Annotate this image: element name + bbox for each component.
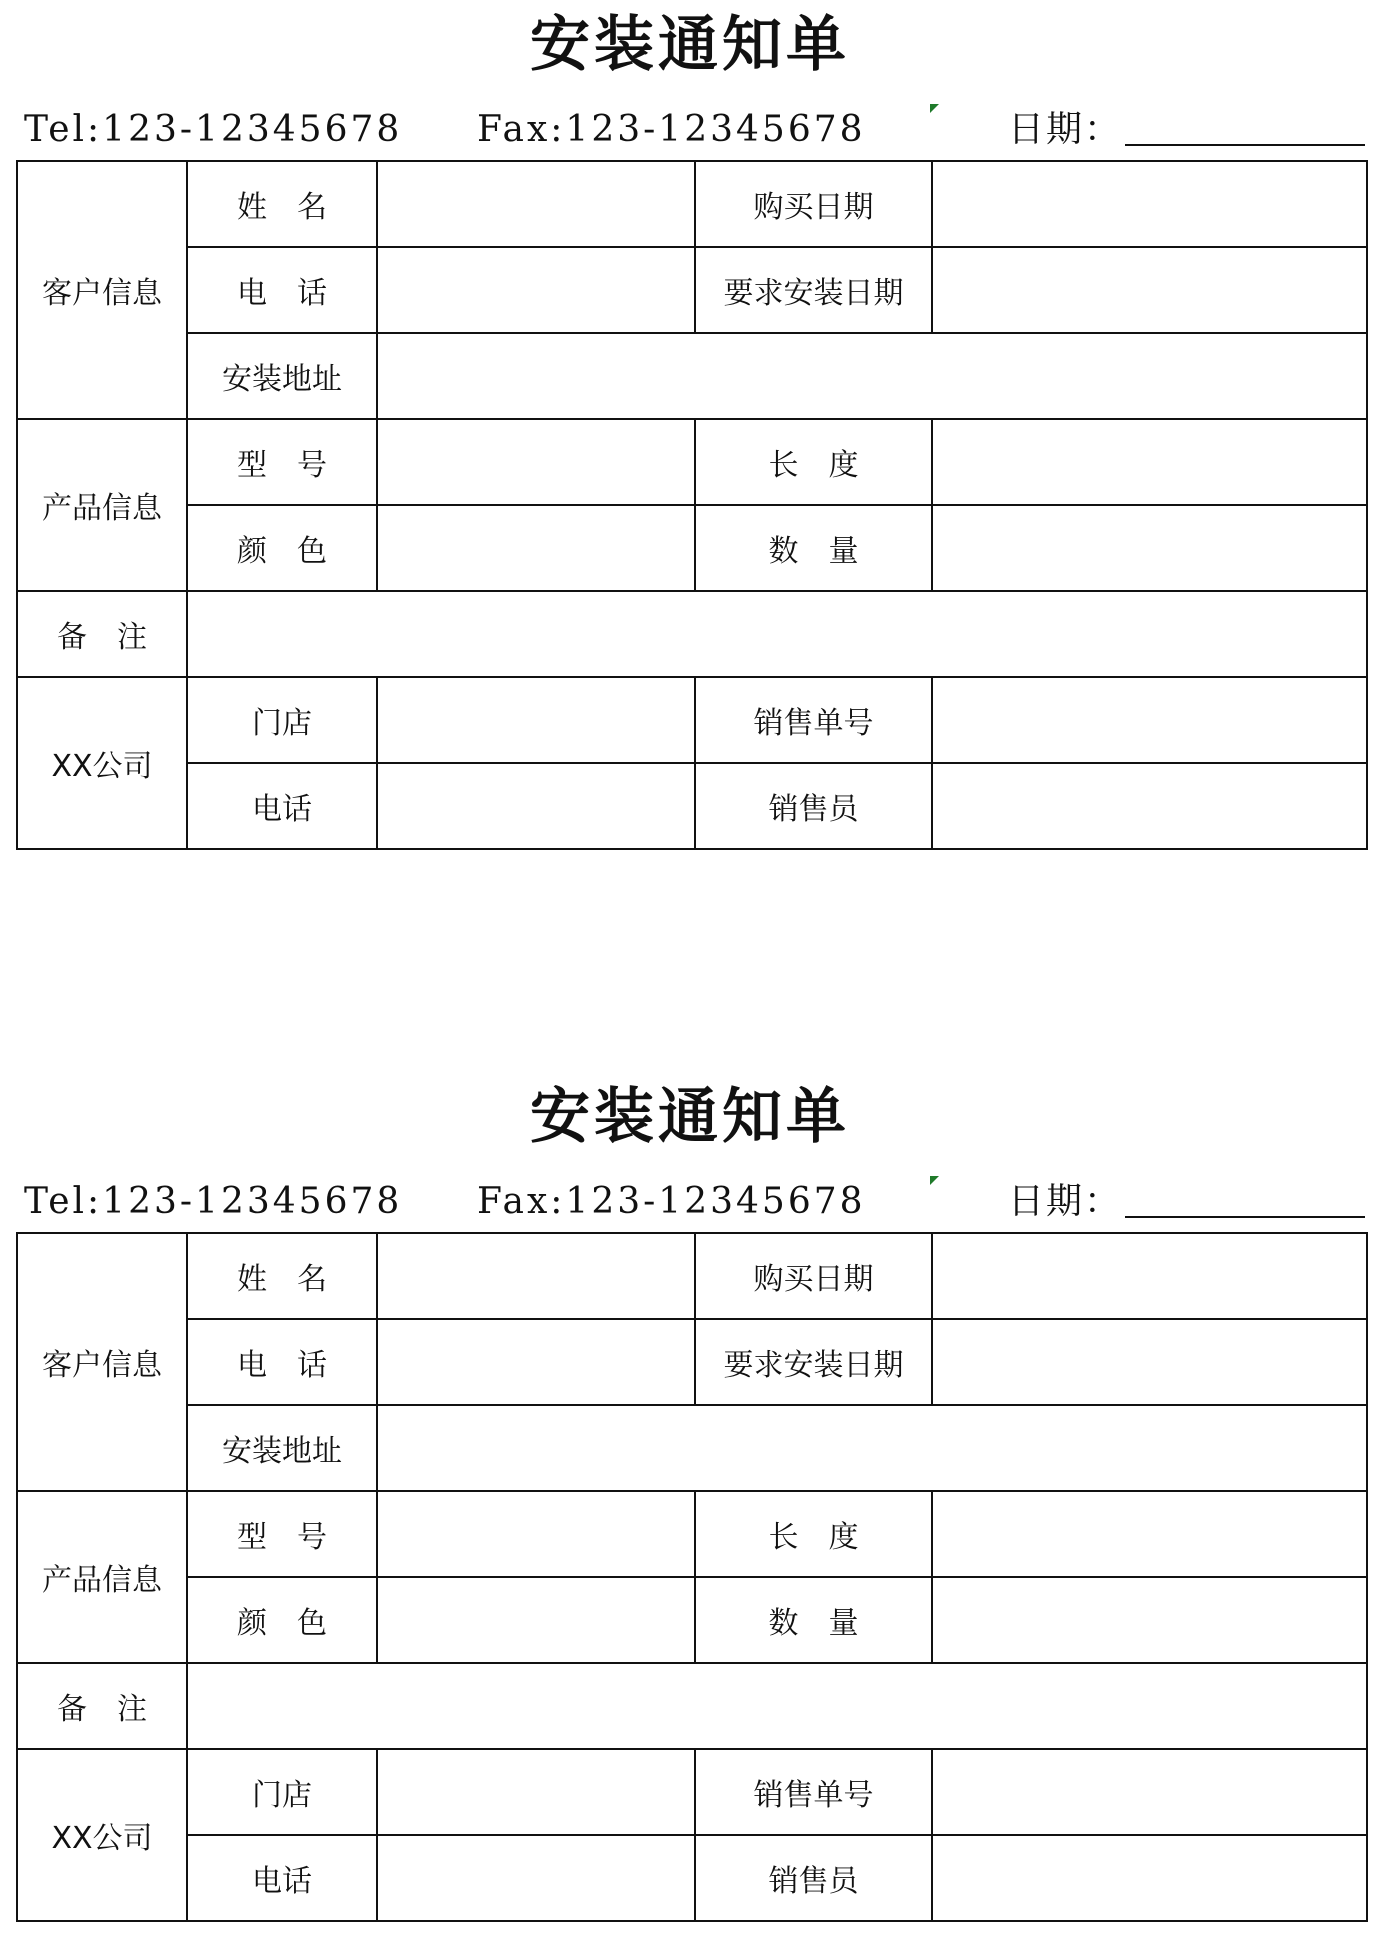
- address-field[interactable]: [377, 1405, 1367, 1491]
- salesperson-label: 销售员: [695, 1835, 932, 1921]
- form-title: 安装通知单: [530, 10, 850, 80]
- table-row: [17, 1491, 1367, 1577]
- quantity-field[interactable]: [932, 505, 1367, 591]
- length-field[interactable]: [932, 419, 1367, 505]
- color-field[interactable]: [377, 505, 695, 591]
- color-label: 颜色: [187, 1577, 377, 1663]
- product-section-label: 产品信息: [17, 1491, 187, 1663]
- table-row: [17, 333, 1367, 419]
- store-field[interactable]: [377, 1749, 695, 1835]
- color-label: 颜色: [187, 505, 377, 591]
- model-field[interactable]: [377, 419, 695, 505]
- phone-label: 电话: [187, 247, 377, 333]
- form-table: [16, 1232, 1368, 1922]
- tel-number: Tel:123-12345678: [24, 109, 403, 150]
- table-row: [17, 677, 1367, 763]
- length-label: 长度: [695, 1491, 932, 1577]
- store-phone-field[interactable]: [377, 763, 695, 849]
- table-row: [17, 505, 1367, 591]
- install-date-label: 要求安装日期: [695, 1319, 932, 1405]
- table-row: [17, 763, 1367, 849]
- table-row: [17, 1749, 1367, 1835]
- purchase-date-field[interactable]: [932, 161, 1367, 247]
- length-field[interactable]: [932, 1491, 1367, 1577]
- quantity-label: 数量: [695, 1577, 932, 1663]
- company-section-label: XX公司: [17, 1749, 187, 1921]
- date-field[interactable]: [1125, 144, 1365, 146]
- install-date-label: 要求安装日期: [695, 247, 932, 333]
- table-row: [17, 1319, 1367, 1405]
- store-phone-label: 电话: [187, 763, 377, 849]
- company-section-label: XX公司: [17, 677, 187, 849]
- order-number-field[interactable]: [932, 1749, 1367, 1835]
- salesperson-field[interactable]: [932, 763, 1367, 849]
- tel-number: Tel:123-12345678: [24, 1181, 403, 1222]
- customer-section-label: 客户信息: [17, 161, 187, 419]
- table-row: [17, 247, 1367, 333]
- table-row: [17, 1405, 1367, 1491]
- address-label: 安装地址: [187, 333, 377, 419]
- address-field[interactable]: [377, 333, 1367, 419]
- store-field[interactable]: [377, 677, 695, 763]
- install-notice-form-1: [0, 0, 1380, 880]
- remarks-field[interactable]: [187, 591, 1367, 677]
- table-row: [17, 1577, 1367, 1663]
- table-row: [17, 1835, 1367, 1921]
- model-label: 型号: [187, 1491, 377, 1577]
- phone-field[interactable]: [377, 1319, 695, 1405]
- name-field[interactable]: [377, 1233, 695, 1319]
- table-row: [17, 161, 1367, 247]
- salesperson-field[interactable]: [932, 1835, 1367, 1921]
- name-label: 姓名: [187, 161, 377, 247]
- purchase-date-label: 购买日期: [695, 161, 932, 247]
- address-label: 安装地址: [187, 1405, 377, 1491]
- name-field[interactable]: [377, 161, 695, 247]
- store-label: 门店: [187, 1749, 377, 1835]
- install-date-field[interactable]: [932, 1319, 1367, 1405]
- quantity-field[interactable]: [932, 1577, 1367, 1663]
- table-row: [17, 1233, 1367, 1319]
- salesperson-label: 销售员: [695, 763, 932, 849]
- table-row: [17, 591, 1367, 677]
- fax-number: Fax:123-12345678: [477, 1181, 866, 1222]
- order-number-label: 销售单号: [695, 1749, 932, 1835]
- install-notice-form-2: [0, 1072, 1380, 1952]
- store-phone-label: 电话: [187, 1835, 377, 1921]
- table-row: [17, 1663, 1367, 1749]
- purchase-date-field[interactable]: [932, 1233, 1367, 1319]
- product-section-label: 产品信息: [17, 419, 187, 591]
- name-label: 姓名: [187, 1233, 377, 1319]
- customer-section-label: 客户信息: [17, 1233, 187, 1491]
- form-table: [16, 160, 1368, 850]
- phone-label: 电话: [187, 1319, 377, 1405]
- date-label: 日期：: [1008, 109, 1123, 150]
- remarks-label: 备注: [17, 591, 187, 677]
- table-row: [17, 419, 1367, 505]
- form-title: 安装通知单: [530, 1082, 850, 1152]
- remarks-label: 备注: [17, 1663, 187, 1749]
- purchase-date-label: 购买日期: [695, 1233, 932, 1319]
- date-field[interactable]: [1125, 1216, 1365, 1218]
- length-label: 长度: [695, 419, 932, 505]
- corner-mark-icon: [930, 1176, 939, 1185]
- phone-field[interactable]: [377, 247, 695, 333]
- model-label: 型号: [187, 419, 377, 505]
- remarks-field[interactable]: [187, 1663, 1367, 1749]
- quantity-label: 数量: [695, 505, 932, 591]
- store-label: 门店: [187, 677, 377, 763]
- store-phone-field[interactable]: [377, 1835, 695, 1921]
- order-number-label: 销售单号: [695, 677, 932, 763]
- order-number-field[interactable]: [932, 677, 1367, 763]
- model-field[interactable]: [377, 1491, 695, 1577]
- color-field[interactable]: [377, 1577, 695, 1663]
- date-label: 日期：: [1008, 1181, 1123, 1222]
- fax-number: Fax:123-12345678: [477, 109, 866, 150]
- install-date-field[interactable]: [932, 247, 1367, 333]
- corner-mark-icon: [930, 104, 939, 113]
